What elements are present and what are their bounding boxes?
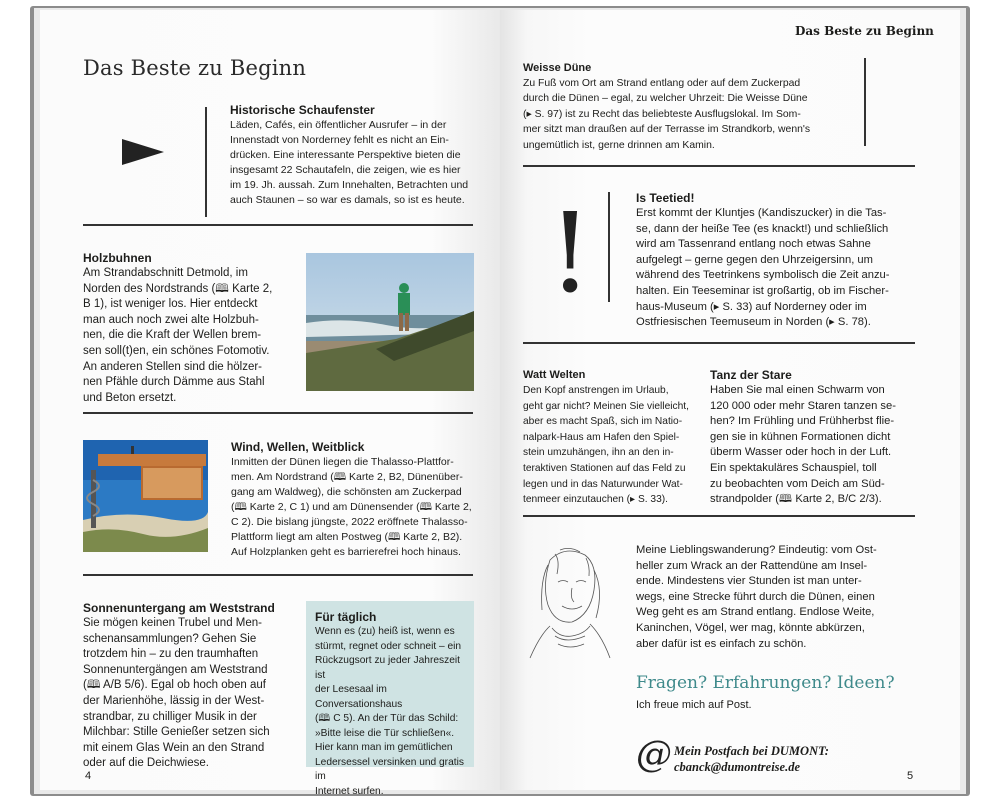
text-line: schenansammlungen? Gehen Sie [83, 632, 257, 645]
text-line: hen? Im Frühling und Frühherbst flie- [710, 415, 895, 428]
text-line: Meine Lieblingswanderung? Eindeutig: vom Ost- [636, 544, 877, 556]
text-line: aufgelegt – gerne gegen den Uhrzeigersinn, um [636, 253, 873, 266]
text-line: Zu Fuß vom Ort am Strand entlang oder auf dem Zuckerpad [523, 78, 801, 89]
text-line: wegs, eine Strecke führt durch die Dünen, einen [636, 590, 875, 603]
section-divider [83, 574, 473, 576]
text-line: drücken. Eine interessante Perspektive bieten die [230, 149, 461, 161]
text-line: Sie mögen keinen Trubel und Men- [83, 617, 262, 629]
text-line: auch Staunen – so war es damals, so ist es heute. [230, 194, 465, 206]
section-text [636, 206, 926, 331]
section-text [230, 118, 485, 208]
page-number: 5 [907, 770, 914, 782]
section-text [83, 616, 305, 772]
text-line: im 19. Jh. aussah. Zum Innehalten, Betrachten und [230, 179, 469, 191]
section-holzbuhnen [83, 251, 313, 406]
left-page [40, 10, 500, 797]
text-line: trotzdem hin – zu den traumhaften [83, 648, 259, 661]
text-line: tenmeer einzutauchen (▸ S. 33). [523, 494, 668, 506]
text-line: halten. Ein Teeseminar ist großartig, ob im Fischer- [636, 284, 889, 297]
text-line: Erst kommt der Kluntjes (Kandiszucker) in die Tas- [636, 207, 887, 219]
text-line: zu beobachten vom Deich am Süd- [710, 477, 885, 490]
text-line: aber es macht Spaß, sich im Natio- [523, 416, 683, 428]
section-divider [523, 515, 915, 517]
text-line: strandpolder (🕮 Karte 2, B/C 2/3). [710, 493, 882, 506]
exclamation-icon: ! [548, 189, 593, 317]
section-divider [523, 342, 915, 344]
section-stare [710, 368, 925, 508]
text-line: oder auf die Deichwiese. [83, 757, 209, 770]
section-text [523, 76, 863, 153]
text-line: men. Am Nordstrand (🕮 Karte 2, B2, Dünenüber- [231, 471, 463, 483]
section-heading: Weisse Düne [523, 62, 592, 74]
text-line: Ein spektakuläres Schauspiel, toll [710, 461, 877, 474]
mailbox-label: Mein Postfach bei DUMONT: [674, 744, 829, 758]
section-watt [523, 368, 693, 508]
text-line: Weg geht es am Strand entlang. Endlose Weite, [636, 606, 875, 619]
text-line: nalpark-Haus am Hafen den Spiel- [523, 431, 680, 443]
section-heading: Sonnenuntergang am Weststrand [83, 601, 275, 615]
text-line: (▸ S. 97) ist zu Recht das beliebteste Ausflugslokal. Im Som- [523, 108, 801, 120]
text-line: wird am Tassenrand entlang noch etwas Sahne [636, 238, 871, 251]
text-line: geht gar nicht? Meinen Sie vielleicht, [523, 400, 689, 412]
text-line: Ostfriesischen Teemuseum in Norden (▸ S. 78). [636, 316, 871, 329]
text-line: (🕮 Karte 2, C 1) und am Dünensender (🕮 Karte 2, [231, 501, 472, 513]
text-line: Ledersessel versinken und gratis im [315, 756, 464, 782]
section-text [710, 383, 925, 508]
text-line: nen, die die Kraft der Wellen brem- [83, 329, 262, 342]
section-divider [83, 412, 473, 414]
text-line: gen sie in kühnen Formationen dicht [710, 430, 891, 443]
tip-box [306, 601, 474, 797]
text-line: nen Pfähle durch Dämme aus Stahl [83, 376, 265, 389]
text-line: se, dann der heiße Tee (es knackt!) und schließlich [636, 222, 889, 235]
section-weisse-duene [523, 61, 863, 153]
text-line: stein umzuhängen, ihn an den in- [523, 447, 674, 459]
feedback-text: Ich freue mich auf Post. [636, 699, 752, 711]
text-line: mit einem Glas Wein an den Strand [83, 741, 265, 754]
section-heading: Is Teetied! [636, 191, 695, 205]
author-text [636, 543, 926, 652]
contact-block [674, 743, 829, 775]
text-line: durch die Dünen – egal, zu welcher Uhrzeit: Die Weisse Düne [523, 93, 808, 105]
text-line: 120 000 oder mehr Staren tanzen se- [710, 399, 896, 412]
text-line: der Marienhöhe, lässig in der West- [83, 694, 265, 707]
text-line: (🕮 A/B 5/6). Egal ob hoch oben auf [83, 679, 266, 692]
text-line: (🕮 C 5). An der Tür das Schild: [315, 713, 459, 724]
page-number: 4 [85, 770, 92, 782]
author-sketch [520, 540, 615, 660]
text-line: legen und in das Naturwunder Wat- [523, 478, 683, 490]
vertical-divider [205, 107, 207, 217]
text-line: Läden, Cafés, ein öffentlicher Ausrufer – in der [230, 119, 447, 131]
text-line: man auch noch zwei alte Holzbuh- [83, 313, 259, 326]
tip-text [315, 625, 465, 799]
page-title: Das Beste zu Beginn [83, 56, 307, 80]
text-line: B 1), ist weniger los. Hier entdeckt [83, 298, 258, 311]
at-sign-icon: @ [636, 734, 672, 775]
text-line: und Beton ersetzt. [83, 391, 177, 404]
text-line: Hier kann man im gemütlichen [315, 742, 453, 753]
text-line: Am Strandabschnitt Detmold, im [83, 267, 248, 279]
text-line: Sonnenuntergängen am Weststrand [83, 663, 268, 676]
section-divider [83, 224, 473, 226]
section-sonnenuntergang [83, 601, 305, 772]
section-heading: Wind, Wellen, Weitblick [231, 440, 365, 454]
text-line: strandbar, zu chilliger Musik in der [83, 710, 257, 723]
text-line: sen soll(t)en, ein schönes Fotomotiv. [83, 344, 270, 357]
feedback-question: Fragen? Erfahrungen? Ideen? [636, 673, 895, 693]
text-line: aber dafür ist es einfach zu schön. [636, 637, 807, 650]
text-line: Plattform liegt am alten Postweg (🕮 Karte 2, B2). [231, 531, 463, 543]
author-tip [636, 543, 926, 652]
section-schaufenster [230, 103, 485, 208]
section-text [83, 266, 313, 406]
text-line: teraktiven Stationen auf das Feld zu [523, 462, 686, 474]
section-text [523, 383, 693, 508]
photo-groynes [306, 253, 474, 391]
photo-thalasso-platform [83, 440, 208, 552]
section-heading: Historische Schaufenster [230, 103, 375, 117]
text-line: ungemütlich ist, gerne drinnen am Kamin. [523, 139, 715, 151]
text-line: Innenstadt von Norderney fehlt es nicht an Ein- [230, 134, 449, 146]
section-heading: Holzbuhnen [83, 251, 152, 265]
right-page [500, 10, 960, 790]
text-line: stürmt, regnet oder schneit – ein [315, 640, 462, 652]
text-line: insgesamt 22 Schautafeln, die zeigen, wie es hier [230, 164, 461, 176]
section-text [231, 455, 486, 560]
section-heading: Tanz der Stare [710, 368, 792, 382]
text-line: Inmitten der Dünen liegen die Thalasso-Plattfor- [231, 456, 454, 468]
text-line: »Bitte leise die Tür schließen«. [315, 727, 455, 739]
section-wind [231, 440, 486, 560]
text-line: Internet surfen. [315, 785, 384, 797]
text-line: Auf Holzplanken geht es barrierefrei hoch hinaus. [231, 546, 461, 558]
vertical-divider [608, 192, 610, 302]
text-line: Wenn es (zu) heiß ist, wenn es [315, 626, 455, 637]
text-line: Haben Sie mal einen Schwarm von [710, 384, 885, 396]
text-line: überm Wasser oder hoch in der Luft. [710, 446, 892, 459]
text-line: An anderen Stellen sind die hölzer- [83, 360, 263, 373]
text-line: Milchbar: Stille Genießer setzen sich [83, 726, 270, 739]
text-line: ende. Mindestens vier Stunden ist man unter- [636, 575, 862, 588]
text-line: Norden des Nordstrands (🕮 Karte 2, [83, 282, 273, 295]
section-heading: Watt Welten [523, 369, 586, 381]
text-line: der Lesesaal im Conversationshaus [315, 684, 403, 710]
email-link[interactable]: cbanck@dumontreise.de [674, 760, 801, 774]
text-line: haus-Museum (▸ S. 33) auf Norderney oder im [636, 300, 867, 313]
text-line: gang am Waldweg), die schönsten am Zuckerpad [231, 486, 462, 498]
arrow-right-icon [122, 139, 164, 165]
text-line: heller zum Wrack an der Rattendüne am Insel- [636, 559, 868, 572]
tip-heading: Für täglich [315, 610, 377, 624]
text-line: mer sitzt man draußen auf der Terrasse im Strandkorb, wenn's [523, 124, 811, 136]
text-line: während des Teetrinkens symbolisch die Zeit anzu- [636, 269, 890, 282]
text-line: Rückzugsort zu jeder Jahreszeit ist [315, 655, 460, 681]
vertical-divider [864, 58, 866, 146]
section-divider [523, 165, 915, 167]
running-header: Das Beste zu Beginn [795, 24, 934, 38]
text-line: Den Kopf anstrengen im Urlaub, [523, 385, 669, 396]
section-teetied [636, 191, 926, 331]
text-line: C 2). Die bislang jüngste, 2022 eröffnete Thalasso- [231, 516, 468, 528]
text-line: Kaninchen, Vögel, wer mag, könnte abkürzen, [636, 621, 865, 634]
